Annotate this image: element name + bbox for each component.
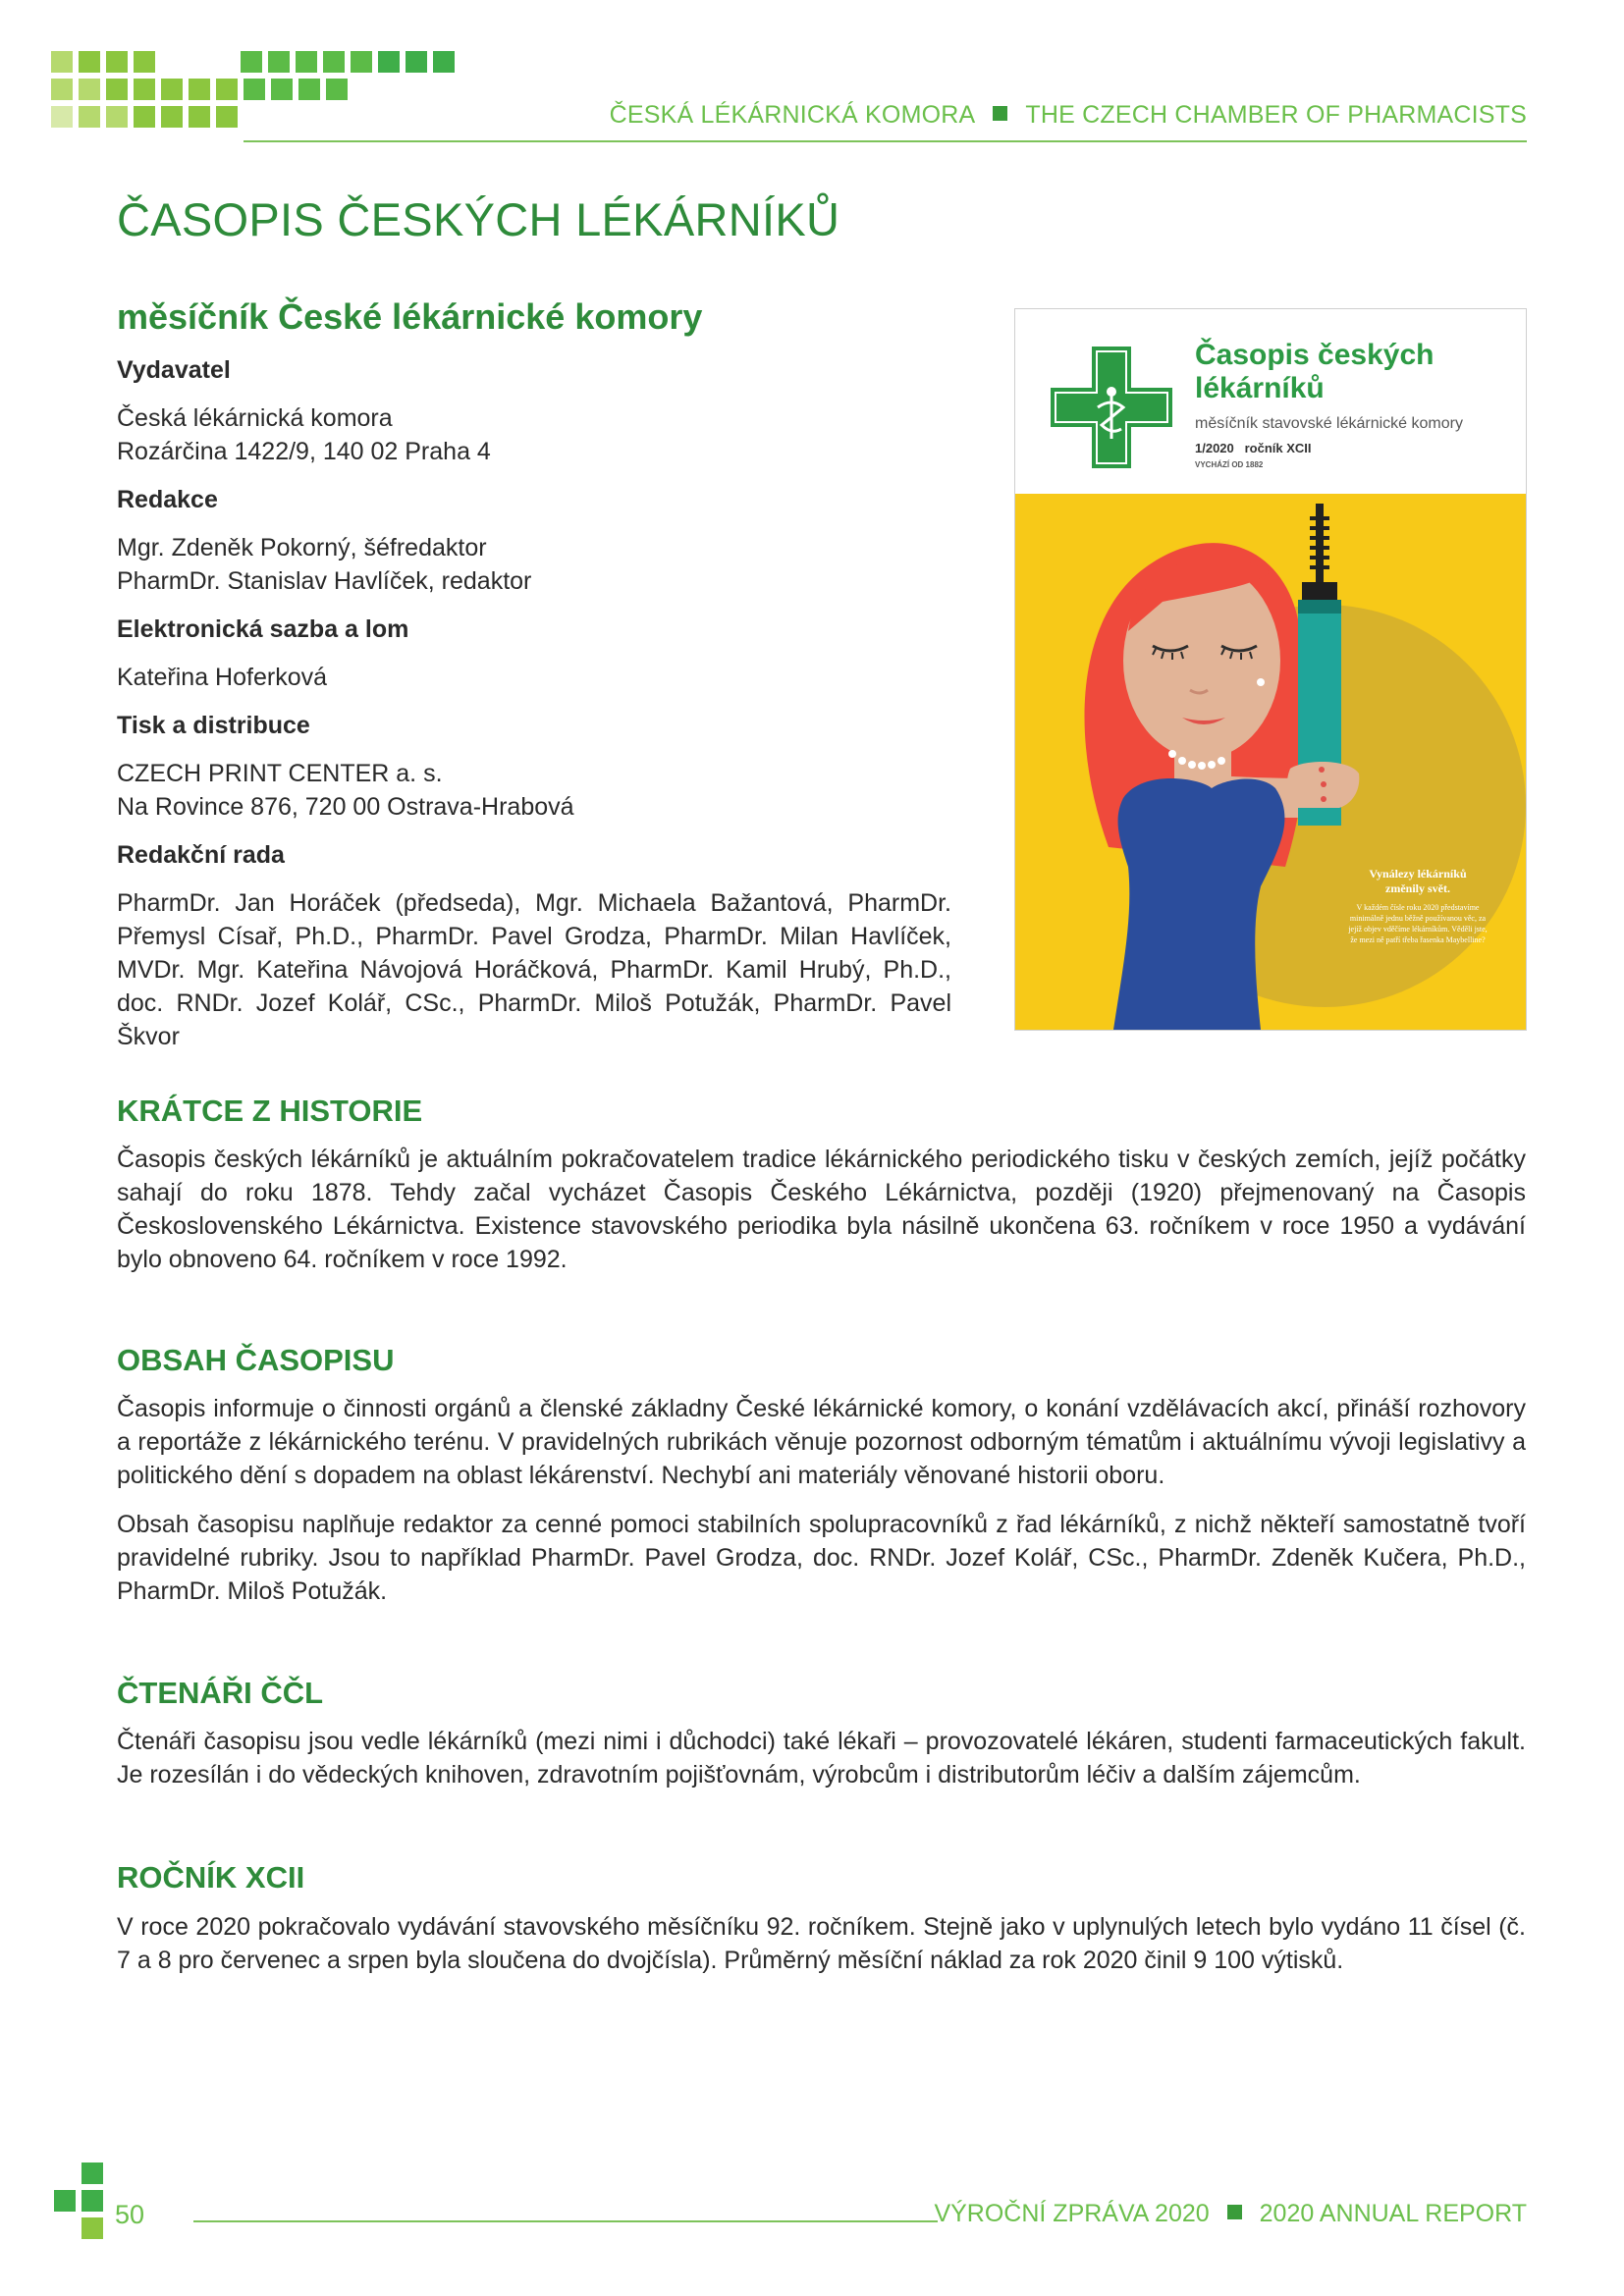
info-value-typesetting: Kateřina Hoferková (117, 664, 328, 691)
cover-issue (1195, 441, 1312, 455)
section-readers-paragraph: Čtenáři časopisu jsou vedle lékárníků (mezi nimi i důchodci) také lékaři – provozovatelé lékáren, studenti farmaceutických fakult. Je rozesílán i do vědeckých knihoven, zdravotním pojišťovnám, výrobcům i distributorům léčiv a dalším zájemcům. (117, 1728, 1526, 1789)
section-volume-paragraph: V roce 2020 pokračovalo vydávání stavovského měsíčníku 92. ročníkem. Stejně jako v uplynulých letech bylo vydáno 11 čísel (č. 7 a 8 pro červenec a srpen byla sloučena do dvojčísla). Průměrný měsíční náklad za rok 2020 činil 9 100 výtisků. (117, 1913, 1526, 1974)
woman-mascara-illustration (1015, 494, 1526, 1030)
info-value-board: PharmDr. Jan Horáček (předseda), Mgr. Michaela Bažantová, PharmDr. Přemysl Císař, Ph.D., PharmDr. Pavel Grodza, PharmDr. Milan Havlíček, MVDr. Mgr. Kateřina Návojová Horáčková, PharmDr. Kamil Hrubý, Ph.D., doc. RNDr. Jozef Kolář, CSc., PharmDr. Miloš Potužák, PharmDr. Pavel Škvor (117, 889, 951, 1050)
section-content-paragraph-1: Časopis informuje o činnosti orgánů a členské základny České lékárnické komory, o konání vzdělávacích akcí, přináší rozhovory a reportáže z lékárnického terénu. V pravidelných rubrikách věnuje pozornost odborným tématům i aktuálnímu vývoji legislativy a politického dění s dopadem na oblast lékárenství. Nechybí ani materiály věnované historii oboru. (117, 1395, 1526, 1489)
masthead-info (117, 353, 951, 1068)
page-number: 50 (115, 2200, 145, 2229)
cover-since: VYCHÁZÍ OD 1882 (1195, 460, 1264, 469)
info-label-print: Tisk a distribuce (117, 712, 310, 739)
section-heading-content: OBSAH ČASOPISU (117, 1343, 395, 1377)
footer-report (934, 2200, 1527, 2228)
cover-title: Časopis českých lékárníků (1195, 339, 1435, 404)
header-org (610, 101, 1527, 130)
section-heading-volume: ROČNÍK XCII (117, 1860, 305, 1895)
info-value-publisher: Česká lékárnická komora Rozárčina 1422/9, 140 02 Praha 4 (117, 404, 491, 465)
page-subtitle: měsíčník České lékárnické komory (117, 296, 703, 337)
info-value-editorial: Mgr. Zdeněk Pokorný, šéfredaktor PharmDr. Stanislav Havlíček, redaktor (117, 534, 532, 595)
cover-caption-text: V každém čísle roku 2020 představíme minimálně jednu běžně používanou věc, za jejíž objev vděčíme lékárníkům. Věděli jste, že mezi ně patří třeba řasenka Maybelline? (1348, 903, 1488, 944)
info-value-print: CZECH PRINT CENTER a. s. Na Rovince 876, 720 00 Ostrava-Hrabová (117, 760, 574, 821)
cover-volume: ročník XCII (1244, 441, 1312, 455)
footer-report-en: 2020 ANNUAL REPORT (1259, 2200, 1527, 2227)
section-heading-history: KRÁTCE Z HISTORIE (117, 1094, 423, 1128)
header-org-cz: ČESKÁ LÉKÁRNICKÁ KOMORA (609, 101, 976, 129)
info-label-typesetting: Elektronická sazba a lom (117, 615, 409, 643)
cover-issue-number: 1/2020 (1195, 441, 1234, 455)
info-label-editorial: Redakce (117, 486, 218, 513)
info-label-board: Redakční rada (117, 841, 285, 869)
section-heading-readers: ČTENÁŘI ČČL (117, 1676, 324, 1710)
footer-rule (193, 2220, 938, 2222)
cover-caption-title: Vynálezy lékárníků změnily svět. (1369, 867, 1467, 895)
footer-bullet (1227, 2205, 1242, 2219)
magazine-cover (1014, 308, 1527, 1031)
info-label-publisher: Vydavatel (117, 356, 231, 384)
footer-report-cz: VÝROČNÍ ZPRÁVA 2020 (934, 2200, 1210, 2227)
pharmacy-cross-logo (1051, 347, 1172, 468)
header-bullet (993, 106, 1007, 121)
page-title: ČASOPIS ČESKÝCH LÉKÁRNÍKŮ (117, 193, 840, 245)
cover-subtitle: měsíčník stavovské lékárnické komory (1195, 415, 1463, 432)
header-org-en: THE CZECH CHAMBER OF PHARMACISTS (1025, 101, 1527, 129)
header-rule (244, 140, 1527, 142)
section-content-paragraph-2: Obsah časopisu naplňuje redaktor za cenné pomoci stabilních spolupracovníků z řad lékárníků, z nichž někteří samostatně tvoří pravidelné rubriky. Jsou to například PharmDr. Pavel Grodza, doc. RNDr. Jozef Kolář, CSc., PharmDr. Zdeněk Kučera, Ph.D., PharmDr. Miloš Potužák. (117, 1511, 1526, 1605)
section-history-paragraph: Časopis českých lékárníků je aktuálním pokračovatelem tradice lékárnického periodického tisku v českých zemích, jejíž počátky sahají do roku 1878. Tehdy začal vycházet Časopis Českého Lékárnictva, později (1920) přejmenovaný na Časopis Československého Lékárnictva. Existence stavovského periodika byla násilně ukončena 63. ročníkem v roce 1950 a vydávání bylo obnoveno 64. ročníkem v roce 1992. (117, 1146, 1526, 1273)
